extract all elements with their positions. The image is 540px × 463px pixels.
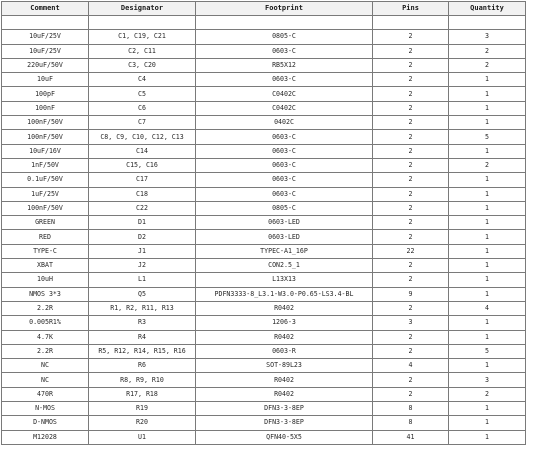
cell-footprint: 0805-C bbox=[196, 30, 373, 44]
table-row bbox=[2, 144, 526, 158]
cell-footprint: 0603-C bbox=[196, 187, 373, 201]
table-body bbox=[2, 16, 526, 445]
cell-quantity: 4 bbox=[449, 301, 526, 315]
table-row bbox=[2, 287, 526, 301]
cell-comment: 10uF bbox=[2, 73, 89, 87]
cell-footprint: DFN3-3-8EP bbox=[196, 402, 373, 416]
cell-footprint: R0402 bbox=[196, 373, 373, 387]
cell-footprint: QFN40-5X5 bbox=[196, 430, 373, 444]
cell-footprint bbox=[196, 16, 373, 30]
table-row bbox=[2, 73, 526, 87]
cell-pins: 3 bbox=[373, 316, 449, 330]
cell-comment: 10uF/25V bbox=[2, 30, 89, 44]
cell-footprint: 0603-LED bbox=[196, 216, 373, 230]
cell-quantity: 1 bbox=[449, 402, 526, 416]
cell-designator: R6 bbox=[89, 359, 196, 373]
cell-designator: D2 bbox=[89, 230, 196, 244]
cell-comment: NC bbox=[2, 359, 89, 373]
cell-designator: C17 bbox=[89, 173, 196, 187]
cell-pins: 2 bbox=[373, 130, 449, 144]
cell-pins: 22 bbox=[373, 244, 449, 258]
cell-quantity: 1 bbox=[449, 316, 526, 330]
cell-designator: C18 bbox=[89, 187, 196, 201]
cell-comment: TYPE-C bbox=[2, 244, 89, 258]
cell-comment: 100pF bbox=[2, 87, 89, 101]
table-row bbox=[2, 201, 526, 215]
cell-designator: D1 bbox=[89, 216, 196, 230]
cell-footprint: PDFN3333-8_L3.1-W3.0-P0.65-LS3.4-BL bbox=[196, 287, 373, 301]
cell-footprint: C0402C bbox=[196, 101, 373, 115]
cell-designator: J1 bbox=[89, 244, 196, 258]
cell-pins: 2 bbox=[373, 259, 449, 273]
cell-footprint: R0402 bbox=[196, 387, 373, 401]
cell-comment: 0.1uF/50V bbox=[2, 173, 89, 187]
cell-comment: 1uF/25V bbox=[2, 187, 89, 201]
cell-quantity: 1 bbox=[449, 230, 526, 244]
cell-pins: 2 bbox=[373, 187, 449, 201]
cell-pins: 2 bbox=[373, 230, 449, 244]
cell-pins: 2 bbox=[373, 216, 449, 230]
cell-designator: C14 bbox=[89, 144, 196, 158]
cell-quantity: 1 bbox=[449, 87, 526, 101]
cell-quantity: 1 bbox=[449, 173, 526, 187]
cell-pins: 8 bbox=[373, 416, 449, 430]
cell-pins: 2 bbox=[373, 87, 449, 101]
cell-footprint: 0603-C bbox=[196, 144, 373, 158]
cell-footprint: 0603-LED bbox=[196, 230, 373, 244]
cell-quantity: 1 bbox=[449, 287, 526, 301]
cell-quantity: 5 bbox=[449, 130, 526, 144]
cell-quantity: 2 bbox=[449, 44, 526, 58]
cell-quantity: 1 bbox=[449, 359, 526, 373]
cell-pins: 9 bbox=[373, 287, 449, 301]
table-row bbox=[2, 259, 526, 273]
table-row bbox=[2, 301, 526, 315]
cell-pins: 2 bbox=[373, 144, 449, 158]
table-row bbox=[2, 173, 526, 187]
cell-designator: R1, R2, R11, R13 bbox=[89, 301, 196, 315]
cell-designator: R20 bbox=[89, 416, 196, 430]
table-row bbox=[2, 216, 526, 230]
cell-quantity: 1 bbox=[449, 330, 526, 344]
bom-table-wrapper bbox=[1, 1, 526, 445]
cell-quantity: 1 bbox=[449, 144, 526, 158]
table-header-row bbox=[2, 2, 526, 16]
header-comment: Comment bbox=[2, 2, 89, 16]
cell-pins: 2 bbox=[373, 101, 449, 115]
cell-designator: C4 bbox=[89, 73, 196, 87]
table-row bbox=[2, 158, 526, 172]
cell-designator: U1 bbox=[89, 430, 196, 444]
cell-comment: 2.2R bbox=[2, 301, 89, 315]
table-row bbox=[2, 316, 526, 330]
cell-designator: R4 bbox=[89, 330, 196, 344]
cell-footprint: DFN3-3-8EP bbox=[196, 416, 373, 430]
cell-footprint: 0603-C bbox=[196, 130, 373, 144]
cell-quantity: 2 bbox=[449, 58, 526, 72]
cell-footprint: C0402C bbox=[196, 87, 373, 101]
cell-comment: 0.005R1% bbox=[2, 316, 89, 330]
table-row bbox=[2, 44, 526, 58]
header-pins: Pins bbox=[373, 2, 449, 16]
cell-designator: C3, C20 bbox=[89, 58, 196, 72]
cell-footprint: 0402C bbox=[196, 116, 373, 130]
cell-quantity: 2 bbox=[449, 387, 526, 401]
cell-comment: 10uH bbox=[2, 273, 89, 287]
cell-quantity: 1 bbox=[449, 416, 526, 430]
cell-quantity: 1 bbox=[449, 116, 526, 130]
table-row bbox=[2, 30, 526, 44]
cell-pins: 2 bbox=[373, 344, 449, 358]
cell-quantity: 2 bbox=[449, 158, 526, 172]
table-row bbox=[2, 187, 526, 201]
cell-comment: 10uF/16V bbox=[2, 144, 89, 158]
cell-footprint: 1206-3 bbox=[196, 316, 373, 330]
cell-quantity: 1 bbox=[449, 259, 526, 273]
header-footprint: Footprint bbox=[196, 2, 373, 16]
table-row bbox=[2, 330, 526, 344]
cell-quantity: 1 bbox=[449, 201, 526, 215]
cell-footprint: 0603-C bbox=[196, 44, 373, 58]
cell-comment: NC bbox=[2, 373, 89, 387]
cell-comment: 220uF/50V bbox=[2, 58, 89, 72]
cell-comment: N-MOS bbox=[2, 402, 89, 416]
table-row bbox=[2, 101, 526, 115]
cell-footprint: 0603-R bbox=[196, 344, 373, 358]
cell-comment: 100nF/50V bbox=[2, 130, 89, 144]
cell-comment: 100nF/50V bbox=[2, 116, 89, 130]
table-row bbox=[2, 16, 526, 30]
cell-comment: 1nF/50V bbox=[2, 158, 89, 172]
header-designator: Designator bbox=[89, 2, 196, 16]
cell-comment: 4.7K bbox=[2, 330, 89, 344]
table-row bbox=[2, 230, 526, 244]
cell-designator bbox=[89, 16, 196, 30]
cell-quantity: 1 bbox=[449, 73, 526, 87]
cell-pins: 2 bbox=[373, 301, 449, 315]
cell-comment bbox=[2, 16, 89, 30]
cell-pins: 2 bbox=[373, 58, 449, 72]
table-row bbox=[2, 244, 526, 258]
cell-footprint: R0402 bbox=[196, 301, 373, 315]
cell-quantity: 1 bbox=[449, 101, 526, 115]
table-row bbox=[2, 387, 526, 401]
cell-pins: 4 bbox=[373, 359, 449, 373]
cell-pins: 2 bbox=[373, 116, 449, 130]
table-row bbox=[2, 344, 526, 358]
cell-designator: C2, C11 bbox=[89, 44, 196, 58]
cell-pins: 2 bbox=[373, 201, 449, 215]
cell-quantity: 1 bbox=[449, 430, 526, 444]
cell-pins: 2 bbox=[373, 373, 449, 387]
cell-designator: J2 bbox=[89, 259, 196, 273]
table-row bbox=[2, 402, 526, 416]
cell-footprint: CON2.5_1 bbox=[196, 259, 373, 273]
cell-pins: 2 bbox=[373, 330, 449, 344]
cell-pins: 2 bbox=[373, 73, 449, 87]
cell-footprint: 0603-C bbox=[196, 73, 373, 87]
cell-designator: C22 bbox=[89, 201, 196, 215]
cell-footprint: R0402 bbox=[196, 330, 373, 344]
cell-pins: 2 bbox=[373, 173, 449, 187]
cell-comment: 100nF/50V bbox=[2, 201, 89, 215]
cell-designator: C8, C9, C10, C12, C13 bbox=[89, 130, 196, 144]
table-row bbox=[2, 116, 526, 130]
cell-quantity: 5 bbox=[449, 344, 526, 358]
cell-designator: L1 bbox=[89, 273, 196, 287]
cell-designator: C5 bbox=[89, 87, 196, 101]
table-row bbox=[2, 359, 526, 373]
header-quantity: Quantity bbox=[449, 2, 526, 16]
cell-comment: NMOS 3*3 bbox=[2, 287, 89, 301]
table-row bbox=[2, 87, 526, 101]
cell-footprint: 0603-C bbox=[196, 173, 373, 187]
cell-designator: C6 bbox=[89, 101, 196, 115]
cell-pins: 8 bbox=[373, 402, 449, 416]
cell-comment: RED bbox=[2, 230, 89, 244]
cell-comment: D-NMOS bbox=[2, 416, 89, 430]
cell-designator: C15, C16 bbox=[89, 158, 196, 172]
table-row bbox=[2, 430, 526, 444]
cell-designator: R19 bbox=[89, 402, 196, 416]
cell-quantity: 1 bbox=[449, 187, 526, 201]
cell-footprint: TYPEC-A1_16P bbox=[196, 244, 373, 258]
cell-quantity: 1 bbox=[449, 244, 526, 258]
cell-footprint: RB5X12 bbox=[196, 58, 373, 72]
cell-quantity: 3 bbox=[449, 30, 526, 44]
cell-designator: R5, R12, R14, R15, R16 bbox=[89, 344, 196, 358]
cell-quantity: 1 bbox=[449, 273, 526, 287]
cell-quantity bbox=[449, 16, 526, 30]
bom-table bbox=[1, 1, 526, 445]
table-row bbox=[2, 373, 526, 387]
cell-footprint: 0805-C bbox=[196, 201, 373, 215]
cell-comment: 470R bbox=[2, 387, 89, 401]
cell-designator: R3 bbox=[89, 316, 196, 330]
cell-pins: 2 bbox=[373, 158, 449, 172]
cell-comment: 10uF/25V bbox=[2, 44, 89, 58]
cell-comment: 2.2R bbox=[2, 344, 89, 358]
cell-footprint: 0603-C bbox=[196, 158, 373, 172]
cell-footprint: L13X13 bbox=[196, 273, 373, 287]
cell-comment: XBAT bbox=[2, 259, 89, 273]
cell-comment: 100nF bbox=[2, 101, 89, 115]
cell-pins: 41 bbox=[373, 430, 449, 444]
cell-pins: 2 bbox=[373, 273, 449, 287]
cell-comment: GREEN bbox=[2, 216, 89, 230]
cell-quantity: 1 bbox=[449, 216, 526, 230]
cell-quantity: 3 bbox=[449, 373, 526, 387]
cell-designator: C7 bbox=[89, 116, 196, 130]
cell-pins: 2 bbox=[373, 387, 449, 401]
cell-pins: 2 bbox=[373, 44, 449, 58]
table-row bbox=[2, 416, 526, 430]
table-row bbox=[2, 273, 526, 287]
cell-pins bbox=[373, 16, 449, 30]
table-row bbox=[2, 130, 526, 144]
cell-designator: Q5 bbox=[89, 287, 196, 301]
cell-pins: 2 bbox=[373, 30, 449, 44]
cell-designator: R17, R18 bbox=[89, 387, 196, 401]
cell-comment: M12028 bbox=[2, 430, 89, 444]
cell-designator: C1, C19, C21 bbox=[89, 30, 196, 44]
cell-footprint: SOT-89L23 bbox=[196, 359, 373, 373]
cell-designator: R8, R9, R10 bbox=[89, 373, 196, 387]
table-row bbox=[2, 58, 526, 72]
